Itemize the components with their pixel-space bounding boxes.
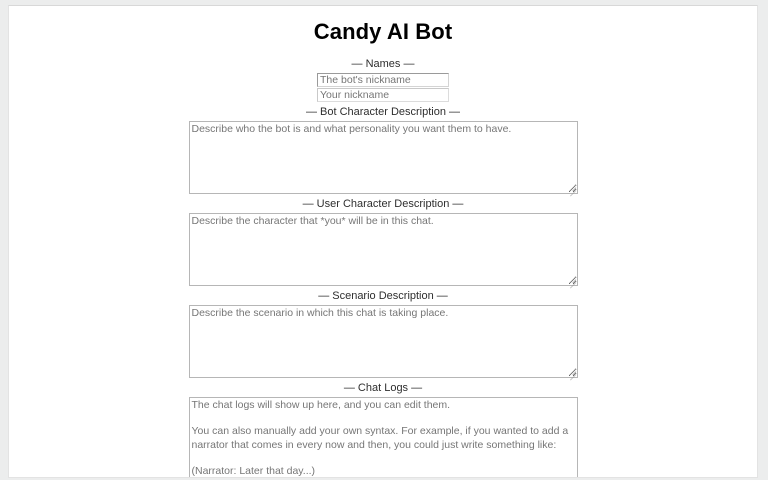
chat-logs-textarea[interactable] (189, 397, 578, 478)
page-title: Candy AI Bot (313, 19, 453, 44)
section-label-scenario: — Scenario Description — (318, 290, 448, 302)
section-label-bot-character: — Bot Character Description — (305, 106, 461, 118)
user-character-field-wrap (189, 213, 578, 286)
scenario-field-wrap (189, 305, 578, 378)
user-character-textarea[interactable] (189, 213, 578, 286)
section-label-names: — Names — (351, 58, 415, 70)
app-card (8, 5, 758, 478)
names-group (317, 73, 449, 102)
chat-logs-field-wrap (189, 397, 578, 478)
user-nickname-input[interactable] (317, 88, 449, 102)
section-label-user-character: — User Character Description — (302, 198, 464, 210)
scenario-textarea[interactable] (189, 305, 578, 378)
bot-nickname-input[interactable] (317, 73, 449, 87)
bot-character-field-wrap (189, 121, 578, 194)
section-label-chat-logs: — Chat Logs — (343, 382, 423, 394)
bot-character-textarea[interactable] (189, 121, 578, 194)
